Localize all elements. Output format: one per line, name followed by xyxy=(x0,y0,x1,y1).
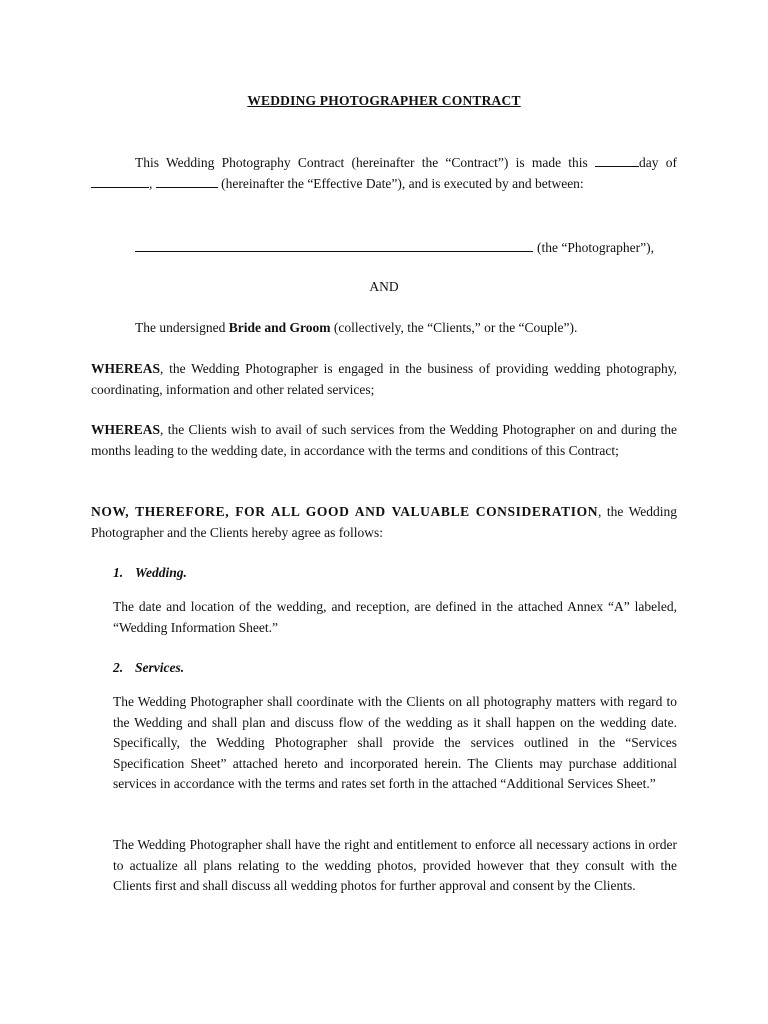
whereas-paragraph-1 xyxy=(91,359,677,400)
section-heading-services xyxy=(113,658,184,679)
and-separator: AND xyxy=(369,279,399,294)
undersigned-prefix: The undersigned xyxy=(135,320,229,335)
section-title: Services. xyxy=(135,660,185,675)
intro-text-1: This Wedding Photography Contract (hereinafter the “Contract”) is made this xyxy=(135,155,588,170)
whereas-label-1: WHEREAS xyxy=(91,361,161,376)
intro-paragraph xyxy=(91,153,677,194)
whereas-text-2: , the Clients wish to avail of such services from the Wedding Photographer on and during the months leading to the wedding date, in accordance with the terms and conditions of this Contract; xyxy=(91,422,677,458)
photographer-name-blank xyxy=(135,237,533,252)
intro-text-4: (hereinafter the “Effective Date”), and is executed by and between: xyxy=(221,175,584,191)
now-therefore-paragraph xyxy=(91,502,677,543)
day-blank xyxy=(595,153,639,167)
whereas-label-2: WHEREAS xyxy=(91,422,161,437)
now-therefore-label: NOW, THEREFORE, FOR ALL GOOD AND VALUABLE CONSIDERATION xyxy=(91,504,599,519)
section-number: 1. xyxy=(113,565,124,580)
whereas-paragraph-2 xyxy=(91,420,677,461)
year-blank xyxy=(156,174,218,188)
undersigned-paragraph xyxy=(91,318,677,339)
intro-comma: , xyxy=(149,175,153,191)
photographer-label: (the “Photographer”), xyxy=(537,240,654,255)
whereas-text-1: , the Wedding Photographer is engaged in the business of providing wedding photography, coordinating, information and other related services; xyxy=(91,361,677,397)
photographer-line xyxy=(135,237,654,259)
section-paragraph: The Wedding Photographer shall have the right and entitlement to enforce all necessary actions in order to actualize all plans relating to the wedding photos, provided however that they consult with the Clients first and shall discuss all wedding photos for further approval and consent by the Clients. xyxy=(113,837,677,893)
document-title: WEDDING PHOTOGRAPHER CONTRACT xyxy=(247,93,521,108)
undersigned-suffix: (collectively, the “Clients,” or the “Couple”). xyxy=(330,320,578,335)
now-therefore-text: , the Wedding Photographer and the Clients hereby agree as follows: xyxy=(91,504,677,540)
bride-and-groom: Bride and Groom xyxy=(228,320,331,335)
section-heading-wedding xyxy=(113,563,187,584)
intro-text-2: day of xyxy=(639,155,678,170)
month-blank xyxy=(91,174,149,188)
section-title: Wedding. xyxy=(135,565,187,580)
section-paragraph: The date and location of the wedding, and reception, are defined in the attached Annex “A” labeled, “Wedding Information Sheet.” xyxy=(113,599,677,635)
section-number: 2. xyxy=(113,660,124,675)
section-paragraph: The Wedding Photographer shall coordinate with the Clients on all photography matters with regard to the Wedding and shall plan and discuss flow of the wedding as it shall happen on the wedding date. Specifically, the Wedding Photographer shall provide the services outlined in the “Services Specification Sheet” attached hereto and incorporated herein. The Clients may purchase additional services in accordance with the terms and rates set forth in the attached “Additional Services Sheet.” xyxy=(113,694,677,791)
